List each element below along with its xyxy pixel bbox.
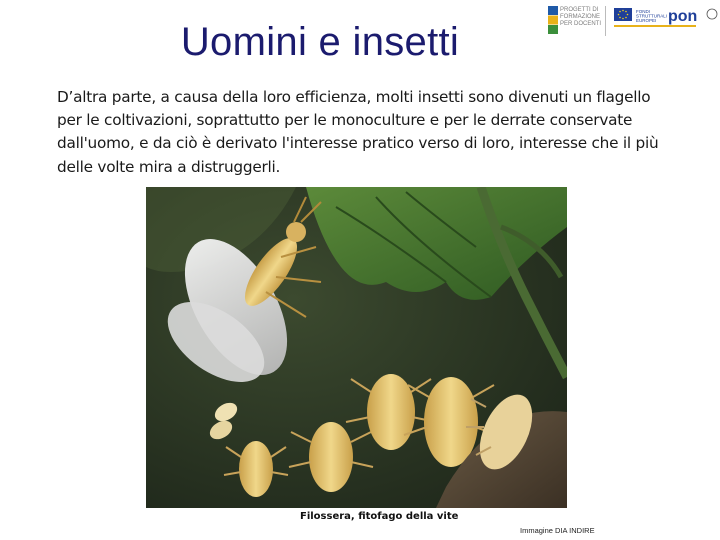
- pon-logo: [612, 4, 718, 38]
- progetti-formazione-logo: [548, 4, 604, 38]
- header-logos: [548, 4, 718, 38]
- svg-text:FONDI: FONDI: [636, 9, 650, 14]
- progetti-formazione-text: PROGETTI DI FORMAZIONE PER DOCENTI: [560, 7, 602, 27]
- svg-text:EUROPEI: EUROPEI: [636, 18, 657, 23]
- image-credit: Immagine DIA INDIRE: [520, 526, 595, 535]
- slide-title-text: Uomini e insetti: [180, 20, 460, 64]
- flag-mark-icon: [548, 6, 558, 34]
- logo-divider: [605, 6, 606, 36]
- slide-body-text: D’altra parte, a causa della loro efficienza, molti insetti sono divenuti un flagello per le coltivazioni, soprattutto per le monoculture e per le derrate conservate dall'uomo, e da ciò è derivato l'interesse pratico verso di loro, interesse che il più delle volte mira a distruggerli.: [57, 88, 659, 176]
- image-caption: Filossera, fitofago della vite: [300, 511, 459, 522]
- pon-wordmark: pon: [668, 8, 698, 25]
- phylloxera-illustration: [146, 187, 567, 508]
- phylloxera-illustration-svg: [146, 187, 567, 508]
- svg-text:STRUTTURALI: STRUTTURALI: [636, 13, 668, 19]
